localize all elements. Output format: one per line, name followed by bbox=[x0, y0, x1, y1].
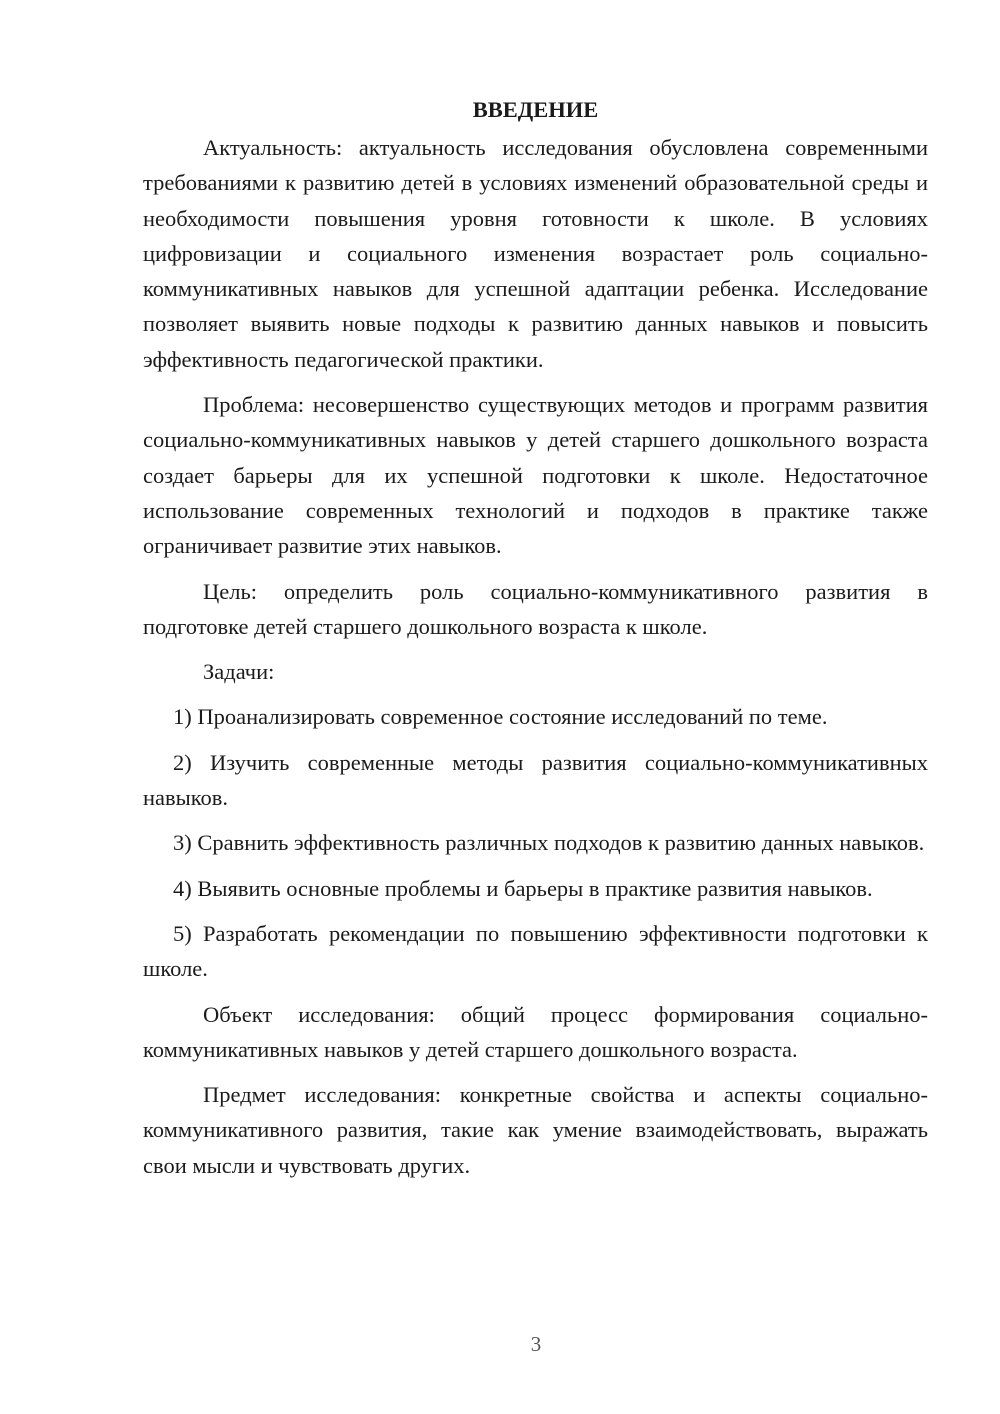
page-title: ВВЕДЕНИЕ bbox=[472, 97, 599, 122]
task-item-1: 1) Проанализировать современное состояние исследований по теме. bbox=[173, 704, 828, 730]
goal-paragraph: Цель: определить роль социально-коммуникативного развития в подготовке детей старшего дошкольного возраста к школе. bbox=[143, 578, 928, 639]
page-number: 3 bbox=[530, 1332, 542, 1356]
subject-paragraph: Предмет исследования: конкретные свойства и аспекты социально-коммуникативного развития, такие как умение взаимодействовать, выражать свои мысли и чувствовать других. bbox=[143, 1082, 928, 1178]
object-paragraph: Объект исследования: общий процесс формирования социально-коммуникативных навыков у детей старшего дошкольного возраста. bbox=[143, 1001, 928, 1062]
task-item-5: 5) Разработать рекомендации по повышению эффективности подготовки к школе. bbox=[143, 920, 928, 982]
task-item-3: 3) Сравнить эффективность различных подходов к развитию данных навыков. bbox=[173, 830, 925, 856]
relevance-paragraph: Актуальность: актуальность исследования обусловлена современными требованиями к развитию детей в условиях изменений образовательной среды и необходимости повышения уровня готовности к школе. В условиях цифровизации и социального изменения возрастает роль социально-коммуникативных навыков для успешной адаптации ребенка. Исследование позволяет выявить новые подходы к развитию данных навыков и повысить эффективность педагогической практики. bbox=[143, 135, 928, 372]
task-item-4: 4) Выявить основные проблемы и барьеры в практике развития навыков. bbox=[173, 875, 873, 901]
problem-paragraph: Проблема: несовершенство существующих методов и программ развития социально-коммуникативных навыков у детей старшего дошкольного возраста создает барьеры для их успешной подготовки к школе. Недостаточное использование современных технологий и подходов в практике также ограничивает развитие этих навыков. bbox=[143, 392, 928, 559]
tasks-label: Задачи: bbox=[203, 659, 275, 685]
page-content bbox=[143, 92, 928, 1193]
task-item-2: 2) Изучить современные методы развития социально-коммуникативных навыков. bbox=[143, 749, 928, 811]
